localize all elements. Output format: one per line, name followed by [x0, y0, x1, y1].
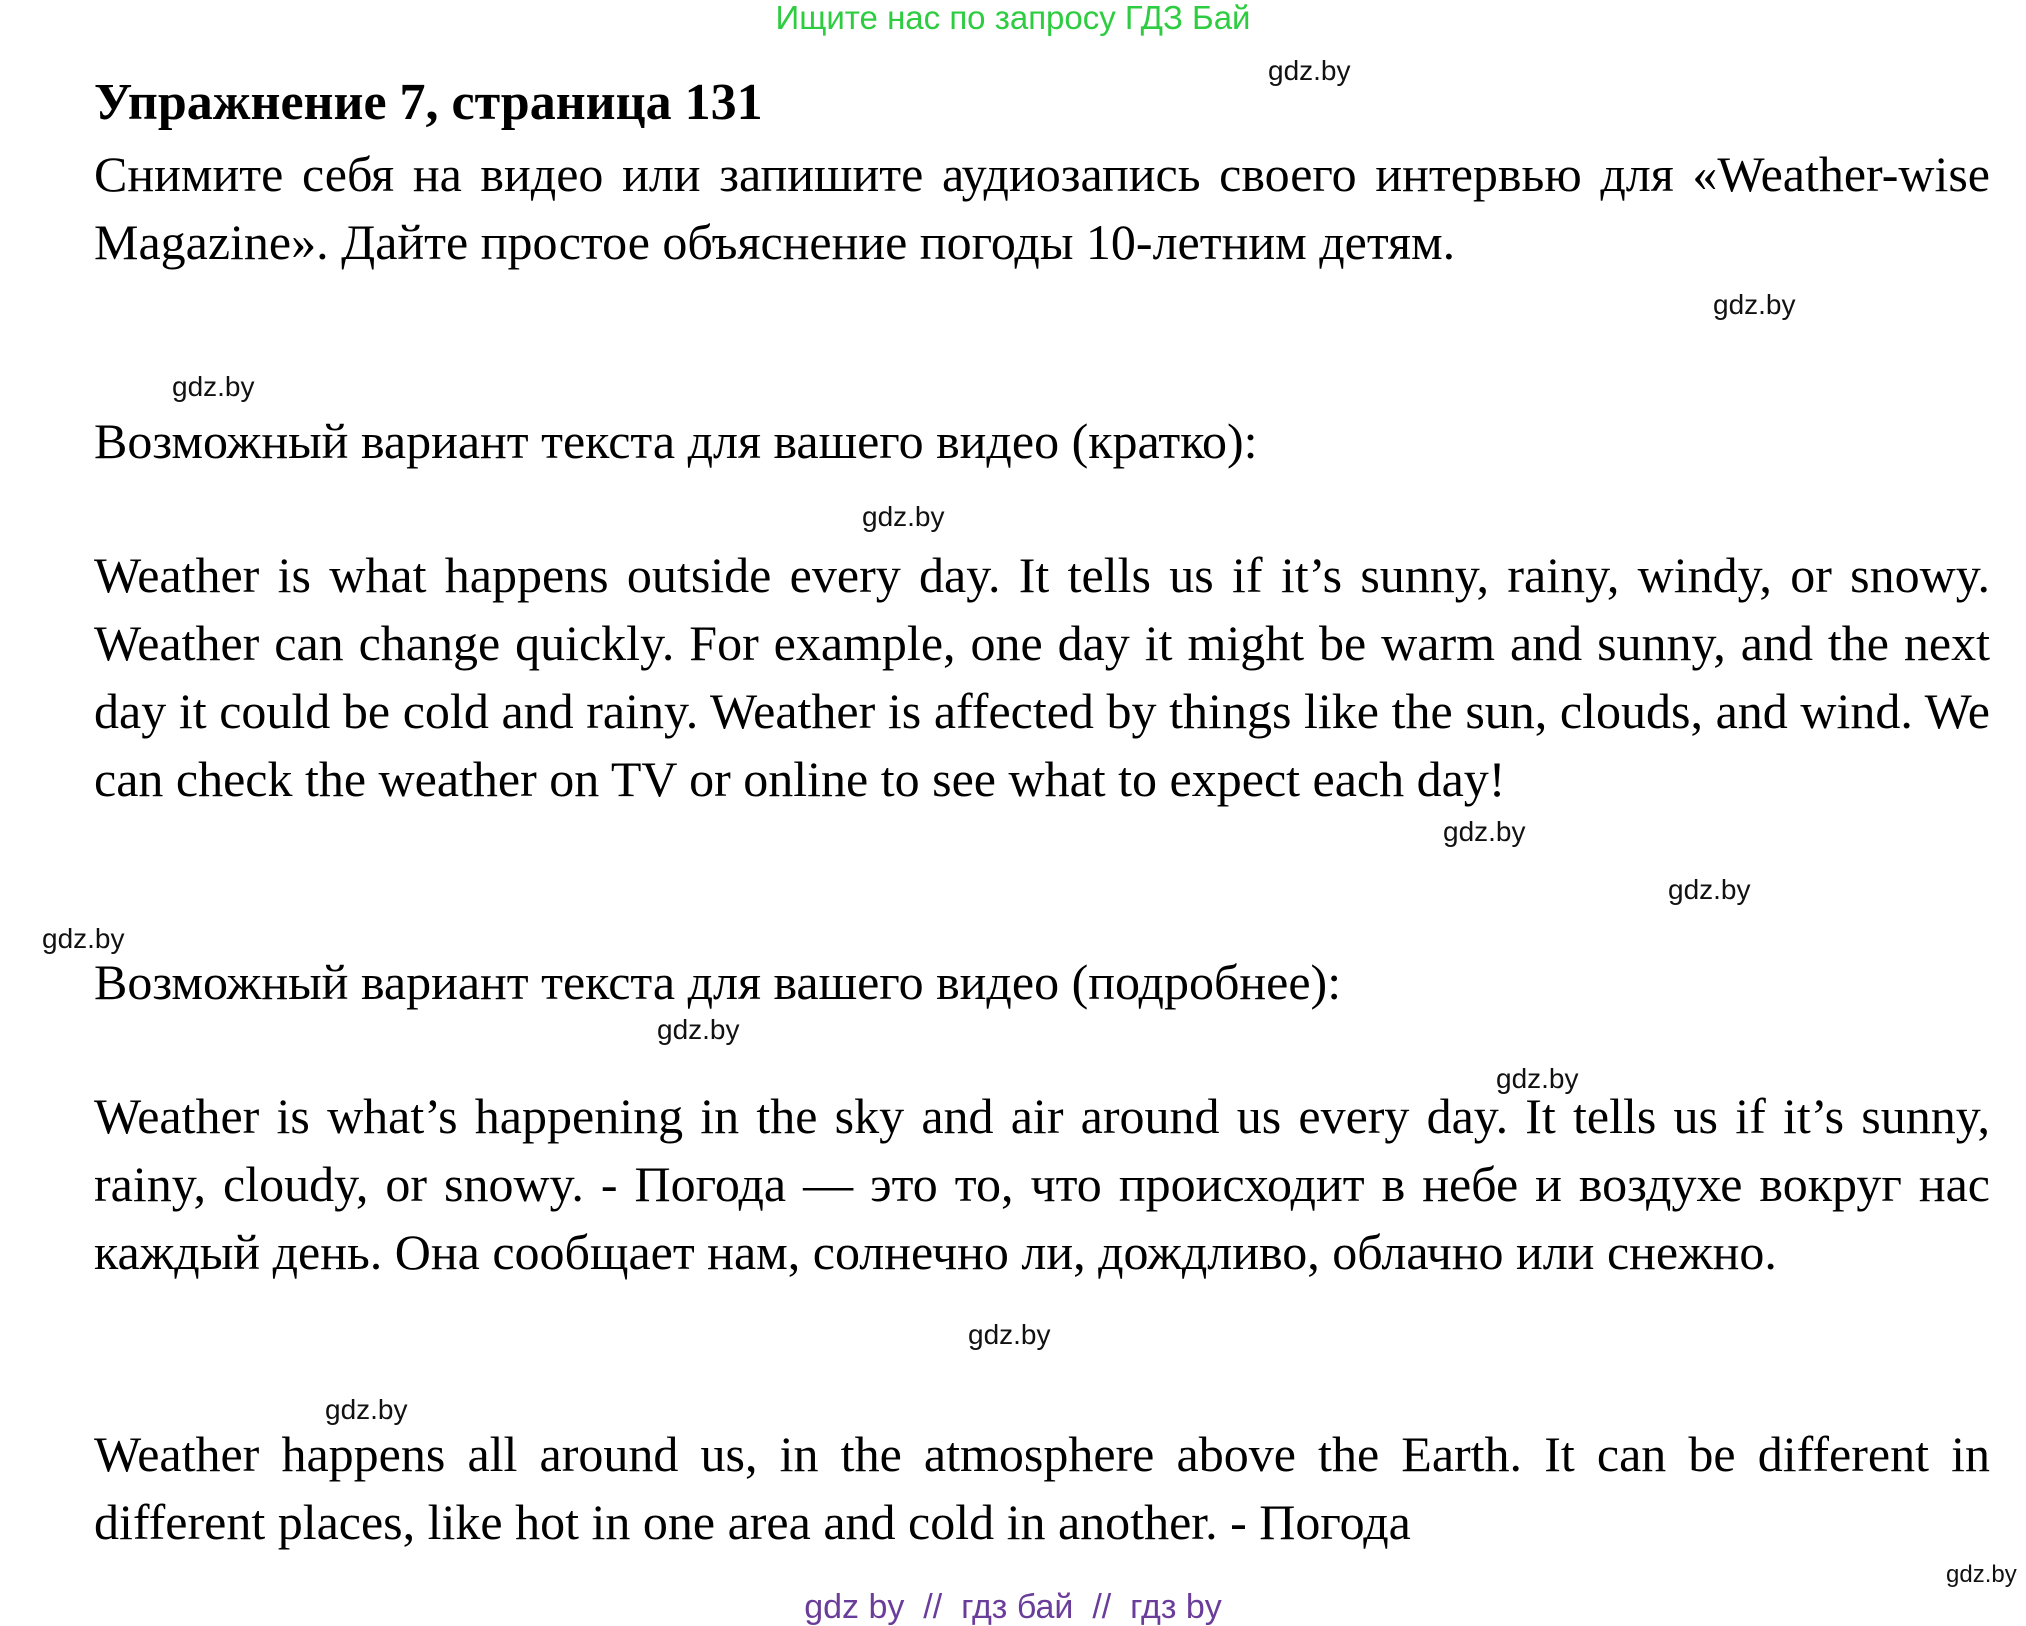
watermark: gdz.by: [1713, 289, 1796, 320]
watermark: gdz.by: [968, 1319, 1051, 1350]
watermark: gdz.by: [1668, 874, 1751, 905]
watermark: gdz.by: [325, 1394, 408, 1425]
short-answer-text: Weather is what happens outside every day. It tells us if it’s sunny, rainy, windy, or snowy. Weather can change quickly. For example, one day it might be warm and sunny, and the next day it could be cold and rainy. Weather is affected by things like the sun, clouds, and wind. We can check the weather on TV or online to see what to expect each day!: [94, 547, 1990, 807]
long-answer-text-1: Weather is what’s happening in the sky and air around us every day. It tells us if it’s sunny, rainy, cloudy, or snowy. - Погода — это то, что происходит в небе и воздухе вокруг нас каждый день. Она сообщает нам, солнечно ли, дождливо, облачно или снежно.: [94, 1088, 1990, 1280]
watermark: gdz.by: [1268, 55, 1351, 86]
watermark: gdz.by: [1443, 816, 1526, 847]
watermark: gdz.by: [42, 923, 125, 954]
exercise-heading: Упражнение 7, страница 131: [94, 74, 763, 131]
variant-short-label: Возможный вариант текста для вашего видео (кратко):: [94, 413, 1258, 469]
footer-links: gdz by // гдз бай // гдз by: [804, 1588, 1222, 1626]
task-text: Снимите себя на видео или запишите аудиозапись своего интервью для «Weather-wise Magazine». Дайте простое объяснение погоды 10-летним детям.: [94, 146, 1990, 270]
watermark: gdz.by: [657, 1014, 740, 1045]
watermark: gdz.by: [1946, 1561, 2017, 1588]
long-answer-text-2: Weather happens all around us, in the atmosphere above the Earth. It can be different in different places, like hot in one area and cold in another. - Погода: [94, 1426, 1990, 1550]
site-banner: Ищите нас по запросу ГДЗ Бай: [775, 0, 1251, 36]
variant-long-label: Возможный вариант текста для вашего видео (подробнее):: [94, 954, 1342, 1010]
watermark: gdz.by: [862, 501, 945, 532]
watermark: gdz.by: [172, 371, 255, 402]
watermark: gdz.by: [1496, 1063, 1579, 1094]
